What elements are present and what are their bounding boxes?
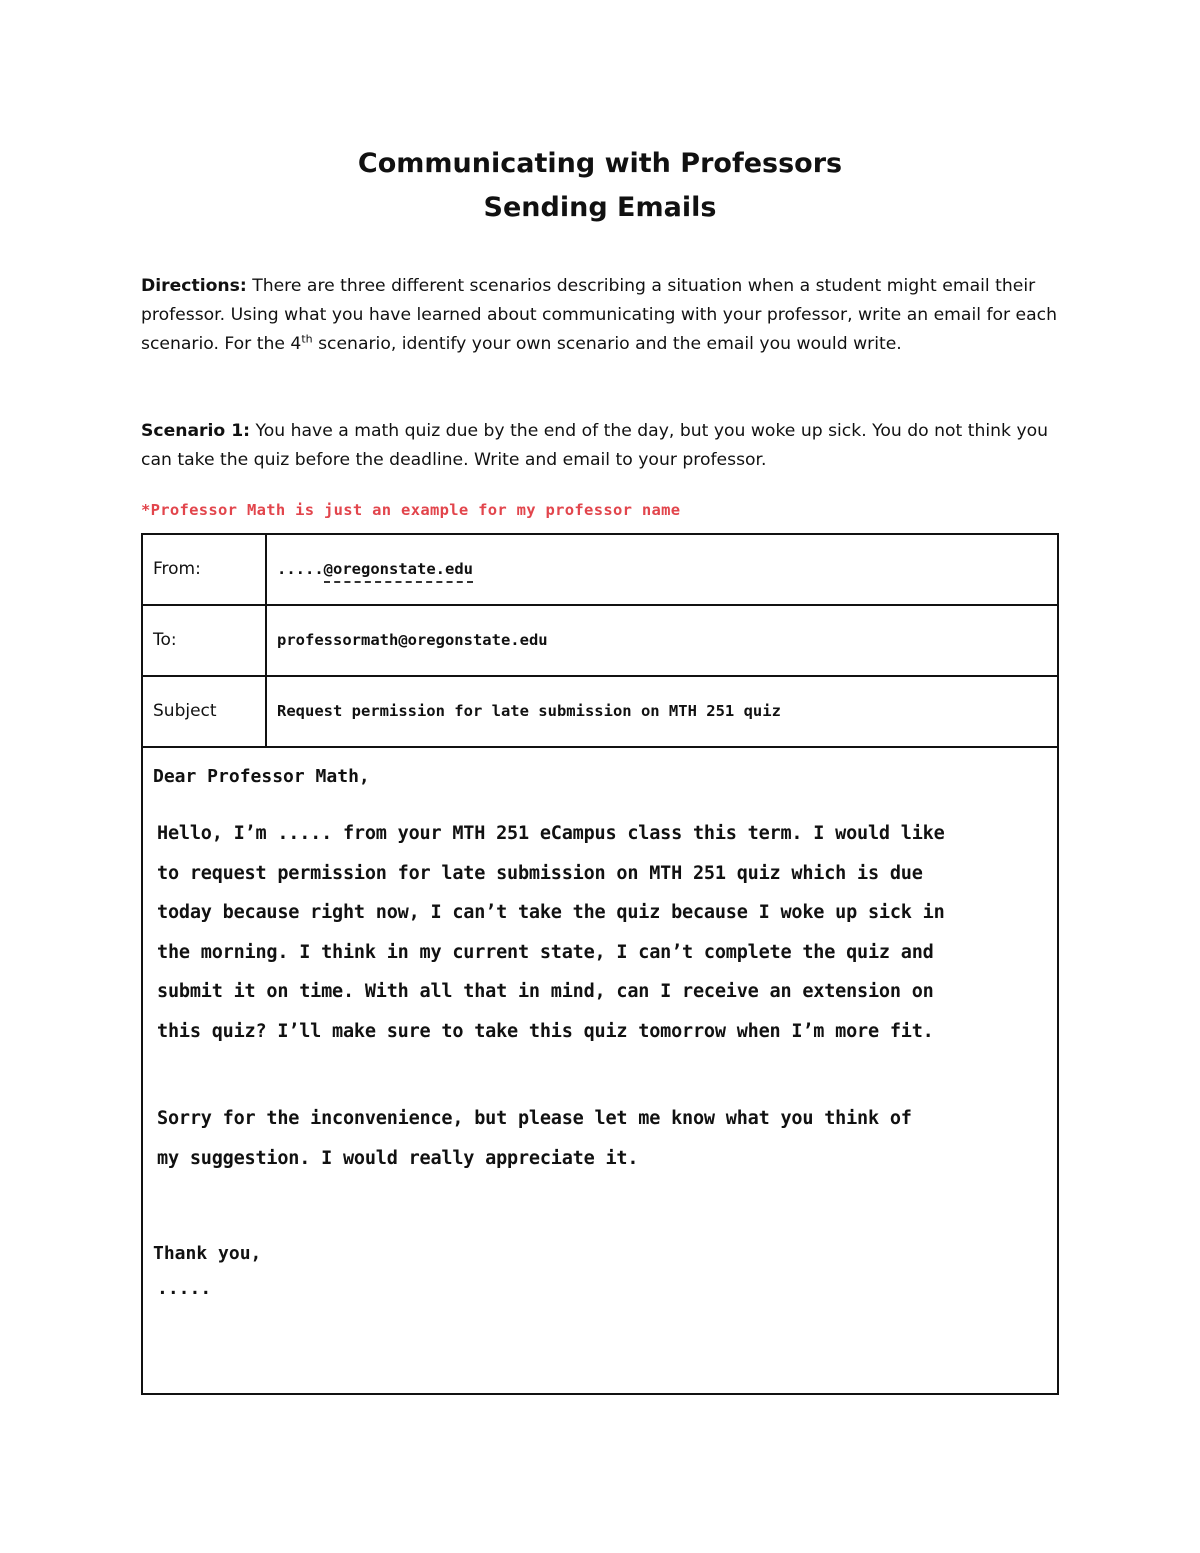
scenario-1-text: You have a math quiz due by the end of the day, but you woke up sick. You do not think you can take the quiz before the deadline. Write and email to your professor. — [141, 421, 1049, 470]
document-subtitle: Sending Emails — [483, 192, 717, 223]
from-row — [143, 535, 1057, 606]
from-prefix: ..... — [277, 560, 324, 578]
directions-paragraph — [141, 272, 1071, 359]
scenario-1-paragraph — [141, 417, 1071, 475]
body-line: today because right now, I can’t take the quiz because I woke up sick in — [157, 902, 945, 924]
from-label: From: — [153, 559, 201, 579]
body-line: submit it on time. With all that in mind, can I receive an extension on — [157, 981, 934, 1003]
body-line: Hello, I’m ..... from your MTH 251 eCampus class this term. I would like — [157, 823, 945, 844]
document-title: Communicating with Professors — [357, 148, 843, 179]
body-line: my suggestion. I would really appreciate it. — [157, 1147, 639, 1169]
body-line: Sorry for the inconvenience, but please let me know what you think of — [157, 1108, 912, 1129]
body-line: the morning. I think in my current state, I can’t complete the quiz and — [157, 941, 934, 963]
email-body-cell — [143, 748, 1057, 1393]
email-body-paragraph-1 — [157, 814, 1037, 1052]
email-signature: ..... — [157, 1278, 212, 1299]
from-value — [277, 535, 473, 604]
from-domain: @oregonstate.edu — [324, 560, 473, 583]
column-divider — [265, 535, 267, 604]
body-line: to request permission for late submission on MTH 251 quiz which is due — [157, 862, 923, 884]
scenario-1-label: Scenario 1: — [141, 421, 251, 441]
column-divider — [265, 677, 267, 746]
ordinal-superscript: th — [301, 332, 313, 346]
directions-label: Directions: — [141, 276, 247, 296]
email-table — [141, 533, 1059, 1395]
to-row — [143, 606, 1057, 677]
email-body-paragraph-2 — [157, 1099, 1037, 1178]
subject-label: Subject — [153, 701, 217, 721]
email-salutation: Dear Professor Math, — [153, 766, 370, 787]
to-label: To: — [153, 630, 177, 650]
email-signoff: Thank you, — [153, 1243, 262, 1264]
body-line: this quiz? I’ll make sure to take this quiz tomorrow when I’m more fit. — [157, 1020, 934, 1042]
directions-text-end: scenario, identify your own scenario and the email you would write. — [312, 334, 902, 354]
column-divider — [265, 606, 267, 675]
subject-value: Request permission for late submission on MTH 251 quiz — [277, 702, 781, 720]
professor-name-note: *Professor Math is just an example for my professor name — [141, 501, 681, 519]
to-value: professormath@oregonstate.edu — [277, 631, 548, 649]
subject-row — [143, 677, 1057, 748]
directions-text: There are three different scenarios describing a situation when a student might email their professor. Using what you have learned about communicating with your professor, write an email for each scenario. For the 4 — [141, 276, 1058, 354]
